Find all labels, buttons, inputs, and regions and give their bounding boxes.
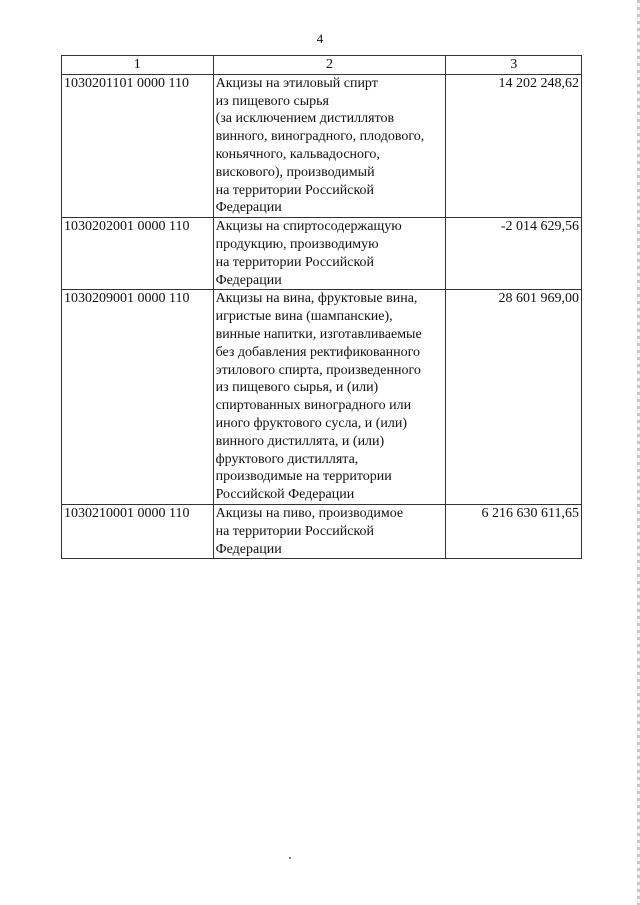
column-header-2: 2 (213, 56, 446, 75)
revenue-name-line: Федерации (215, 272, 282, 288)
revenue-name-line: на территории Российской (215, 254, 375, 270)
revenue-name-line: винные напитки, изготавливаемые (215, 326, 422, 342)
revenue-name-line: на территории Российской (215, 182, 375, 198)
revenue-name-line: на территории Российской (215, 523, 375, 539)
revenue-name-line: фруктового дистиллята, (215, 451, 359, 467)
revenue-name-line: вискового), производимый (215, 164, 375, 180)
revenue-name-line: Федерации (215, 200, 282, 216)
revenue-name (213, 74, 446, 217)
revenue-name-line: из пищевого сырья (215, 93, 329, 109)
revenue-table (61, 55, 582, 559)
budget-code: 1030209001 0000 110 (62, 290, 214, 505)
revenue-name-line: винного дистиллята, и (или) (215, 433, 385, 449)
table-row (62, 290, 582, 505)
revenue-name-line: производимые на территории (215, 469, 392, 485)
revenue-name (213, 504, 446, 558)
revenue-name-line: Российской Федерации (215, 487, 355, 503)
revenue-name-line: иного фруктового сусла, и (или) (215, 415, 408, 431)
revenue-name-line: Федерации (215, 541, 282, 557)
revenue-name-line: Акцизы на этиловый спирт (215, 75, 378, 91)
revenue-name-line: этилового спирта, произведенного (215, 362, 421, 378)
revenue-name-line: (за исключением дистиллятов (215, 111, 395, 127)
revenue-name-line: Акцизы на пиво, производимое (215, 505, 404, 521)
amount-value: 14 202 248,62 (446, 74, 582, 217)
scan-speck (289, 857, 291, 859)
table-header-row (62, 56, 582, 75)
revenue-name-line: без добавления ректификованного (215, 344, 421, 360)
revenue-name-line: спиртованных виноградного или (215, 398, 412, 414)
amount-value: 6 216 630 611,65 (446, 504, 582, 558)
budget-code: 1030210001 0000 110 (62, 504, 214, 558)
revenue-name (213, 290, 446, 505)
revenue-name-line: винного, виноградного, плодового, (215, 129, 425, 145)
revenue-name-line: продукцию, производимую (215, 236, 379, 252)
revenue-name-line: Акцизы на вина, фруктовые вина, (215, 291, 418, 307)
table-row (62, 218, 582, 290)
budget-code: 1030202001 0000 110 (62, 218, 214, 290)
budget-code: 1030201101 0000 110 (62, 74, 214, 217)
revenue-name-line: Акцизы на спиртосодержащую (215, 219, 402, 235)
page-number: 4 (316, 31, 324, 46)
table-row (62, 504, 582, 558)
column-header-3: 3 (446, 56, 582, 75)
revenue-name (213, 218, 446, 290)
revenue-name-line: коньячного, кальвадосного, (215, 146, 380, 162)
table-row (62, 74, 582, 217)
amount-value: 28 601 969,00 (446, 290, 582, 505)
revenue-name-line: игристые вина (шампанские), (215, 309, 393, 325)
revenue-name-line: из пищевого сырья, и (или) (215, 380, 379, 396)
column-header-1: 1 (62, 56, 214, 75)
amount-value: -2 014 629,56 (446, 218, 582, 290)
